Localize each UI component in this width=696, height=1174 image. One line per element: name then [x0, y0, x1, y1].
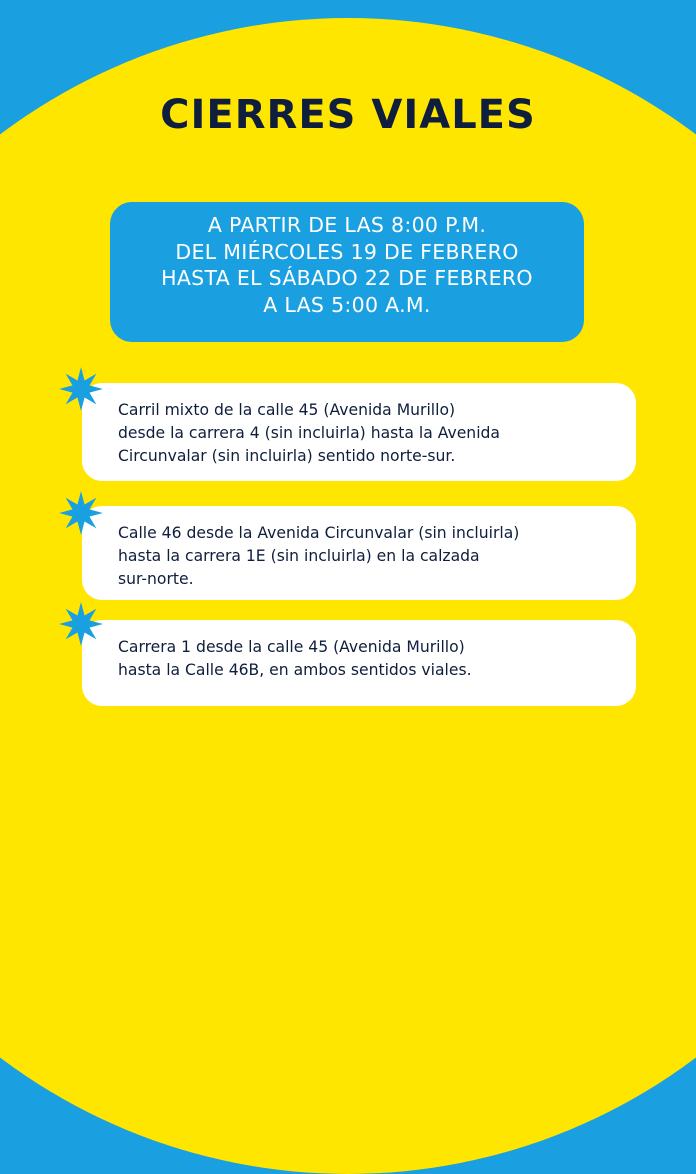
star-burst-icon — [58, 490, 104, 536]
closure-text-line: hasta la carrera 1E (sin incluirla) en la calzada — [118, 547, 480, 565]
closure-card — [82, 620, 636, 706]
closure-text-line: sur-norte. — [118, 570, 194, 588]
star-burst-icon — [58, 366, 104, 412]
closure-text-line: Calle 46 desde la Avenida Circunvalar (sin incluirla) — [118, 524, 520, 542]
schedule-line: DEL MIÉRCOLES 19 DE FEBRERO — [175, 239, 519, 264]
closure-text-line: Carrera 1 desde la calle 45 (Avenida Murillo) — [118, 638, 465, 656]
page-title: CIERRES VIALES — [160, 92, 536, 138]
schedule-line: A PARTIR DE LAS 8:00 P.M. — [207, 213, 487, 237]
closure-text-line: Carril mixto de la calle 45 (Avenida Murillo) — [118, 401, 456, 419]
closure-text-line: desde la carrera 4 (sin incluirla) hasta la Avenida — [118, 424, 500, 442]
schedule-box — [110, 202, 584, 342]
closure-card — [82, 383, 636, 481]
star-burst-icon — [58, 601, 104, 647]
closure-card — [82, 506, 636, 600]
closure-text-line: Circunvalar (sin incluirla) sentido norte-sur. — [118, 447, 456, 465]
schedule-line: A LAS 5:00 A.M. — [263, 292, 431, 317]
schedule-line: HASTA EL SÁBADO 22 DE FEBRERO — [161, 266, 533, 290]
closure-text-line: hasta la Calle 46B, en ambos sentidos viales. — [118, 661, 472, 679]
